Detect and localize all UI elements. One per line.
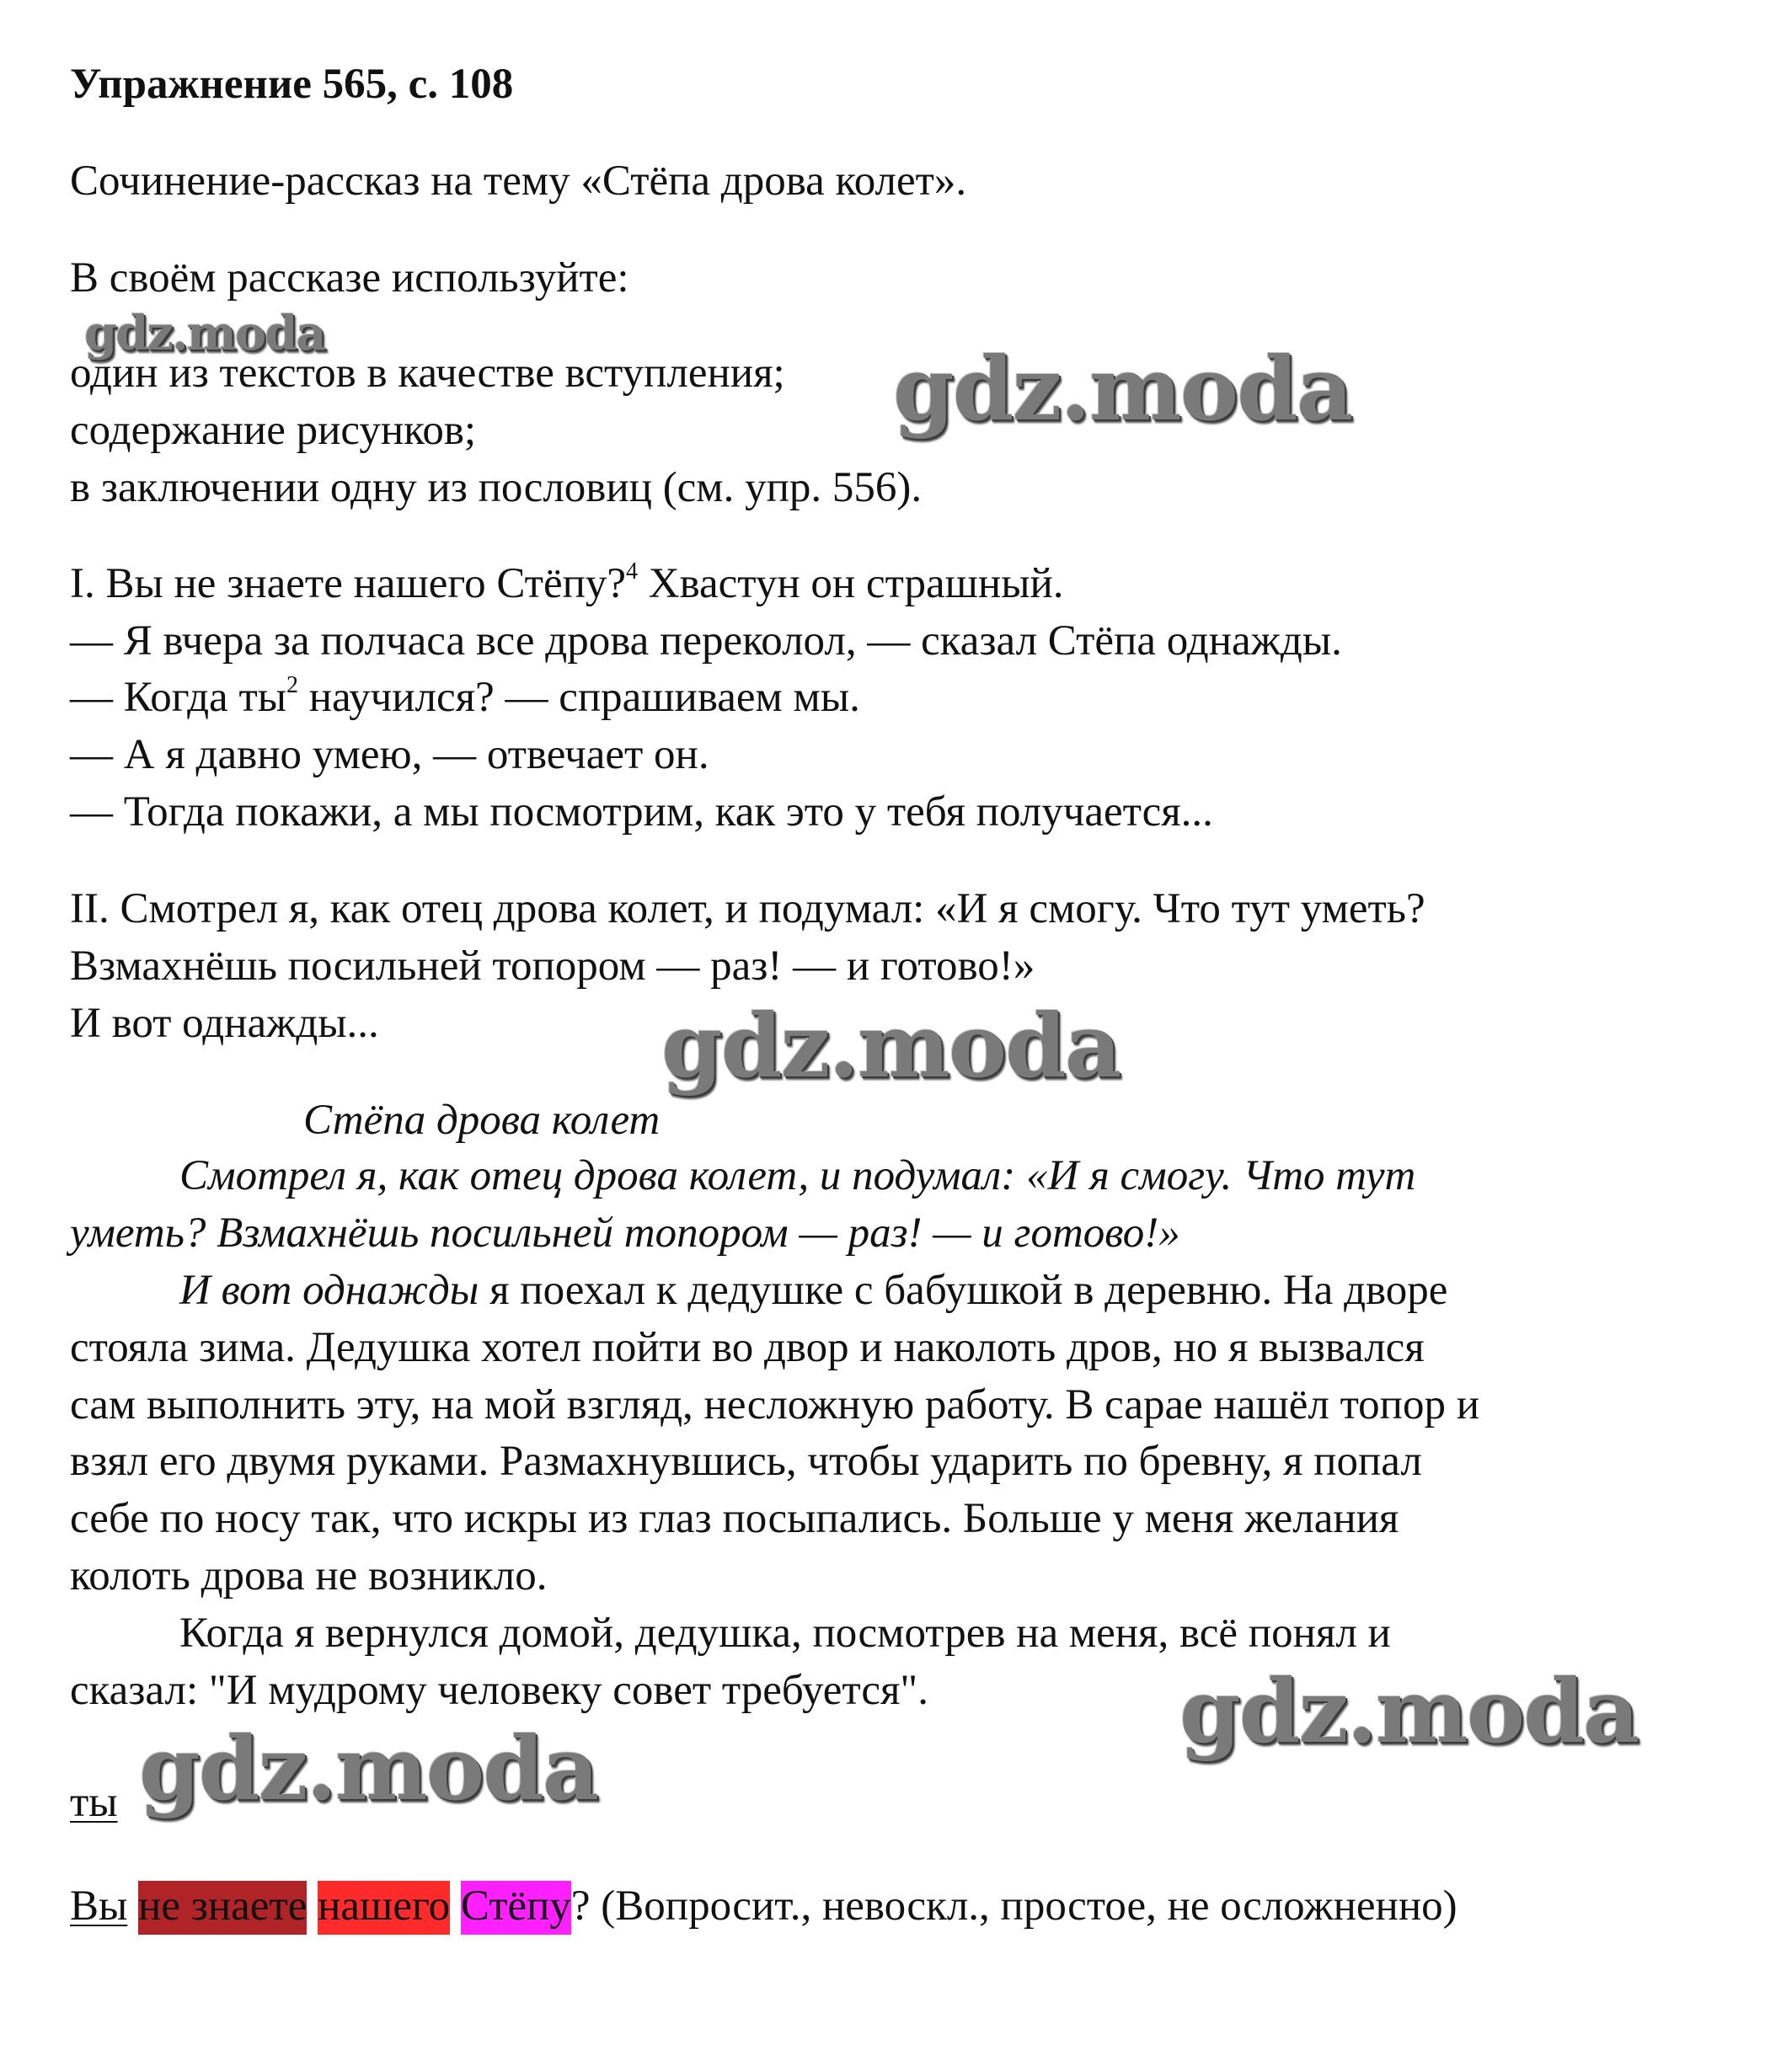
essay-line: Смотрел я, как отец дрова колет, и подумал: «И я смогу. Что тут bbox=[179, 1152, 1416, 1199]
essay-line: стояла зима. Дедушка хотел пойти во двор и наколоть дров, но я вызвался bbox=[70, 1324, 1425, 1371]
instruction-item: содержание рисунков; bbox=[70, 407, 477, 454]
essay-line: взял его двумя руками. Размахнувшись, чтобы ударить по бревну, я попал bbox=[70, 1438, 1422, 1485]
essay-line: уметь? Взмахнёшь посильней топором — раз! — и готово!» bbox=[70, 1210, 1180, 1257]
sentence-analysis bbox=[70, 1882, 1457, 1930]
attribute-highlight: нашего bbox=[318, 1881, 450, 1935]
text2-line: И вот однажды... bbox=[70, 1000, 379, 1047]
subject-word: Вы bbox=[70, 1882, 128, 1930]
text2-line: II. Смотрел я, как отец дрова колет, и подумал: «И я смогу. Что тут уметь? bbox=[70, 885, 1425, 932]
essay-line: Когда я вернулся домой, дедушка, посмотрев на меня, всё понял и bbox=[179, 1610, 1391, 1657]
text1-line: — Я вчера за полчаса все дрова переколол, — сказал Стёпа однажды. bbox=[70, 617, 1342, 665]
essay-line bbox=[179, 1269, 1447, 1312]
watermark: gdz.moda bbox=[84, 306, 325, 361]
predicate-highlight: не знаете bbox=[138, 1881, 307, 1935]
essay-line: себе по носу так, что искры из глаз посыпались. Больше у меня желания bbox=[70, 1495, 1399, 1542]
exercise-title: Упражнение 565, с. 108 bbox=[70, 61, 514, 108]
text1-line3-a: — Когда ты bbox=[70, 674, 286, 721]
watermark: gdz.moda bbox=[893, 337, 1352, 441]
text1-line bbox=[70, 558, 1064, 607]
essay-line: сам выполнить эту, на мой взгляд, несложную работу. В сарае нашёл топор и bbox=[70, 1381, 1480, 1429]
task-text: Сочинение-рассказ на тему «Стёпа дрова колет». bbox=[70, 158, 967, 205]
essay-line-rest: я поехал к дедушке с бабушкой в деревню. На дворе bbox=[479, 1267, 1448, 1314]
text1-line3-b: научился? — спрашиваем мы. bbox=[298, 674, 860, 721]
text1-line1-b: Хвастун он страшный. bbox=[638, 560, 1064, 607]
text2-line: Взмахнёшь посильней топором — раз! — и готово!» bbox=[70, 943, 1035, 990]
underlined-word: ты bbox=[70, 1779, 118, 1826]
essay-line: сказал: "И мудрому человеку совет требуется". bbox=[70, 1667, 928, 1714]
watermark: gdz.moda bbox=[1179, 1659, 1639, 1763]
footnote-mark: 2 bbox=[286, 672, 298, 698]
text1-line: — А я давно умею, — отвечает он. bbox=[70, 731, 709, 778]
text1-line: — Тогда покажи, а мы посмотрим, как это у тебя получается... bbox=[70, 788, 1213, 836]
footnote-mark: 4 bbox=[626, 558, 639, 585]
watermark: gdz.moda bbox=[661, 994, 1121, 1097]
instruction-item: в заключении одну из пословиц (см. упр. 556). bbox=[70, 464, 923, 511]
essay-title: Стёпа дрова колет bbox=[303, 1097, 661, 1144]
instruction-item: один из текстов в качестве вступления; bbox=[70, 350, 785, 397]
watermark: gdz.moda bbox=[139, 1717, 598, 1820]
essay-line: колоть дрова не возникло. bbox=[70, 1552, 548, 1599]
text1-line bbox=[70, 672, 860, 721]
analysis-note: ? (Вопросит., невоскл., простое, не осложненно) bbox=[570, 1882, 1457, 1930]
instructions-intro: В своём рассказе используйте: bbox=[70, 254, 629, 302]
text1-line1-a: I. Вы не знаете нашего Стёпу? bbox=[70, 560, 627, 607]
word-ty bbox=[70, 1781, 118, 1824]
essay-italic-start: И вот однажды bbox=[179, 1267, 479, 1314]
object-highlight: Стёпу bbox=[461, 1881, 571, 1935]
